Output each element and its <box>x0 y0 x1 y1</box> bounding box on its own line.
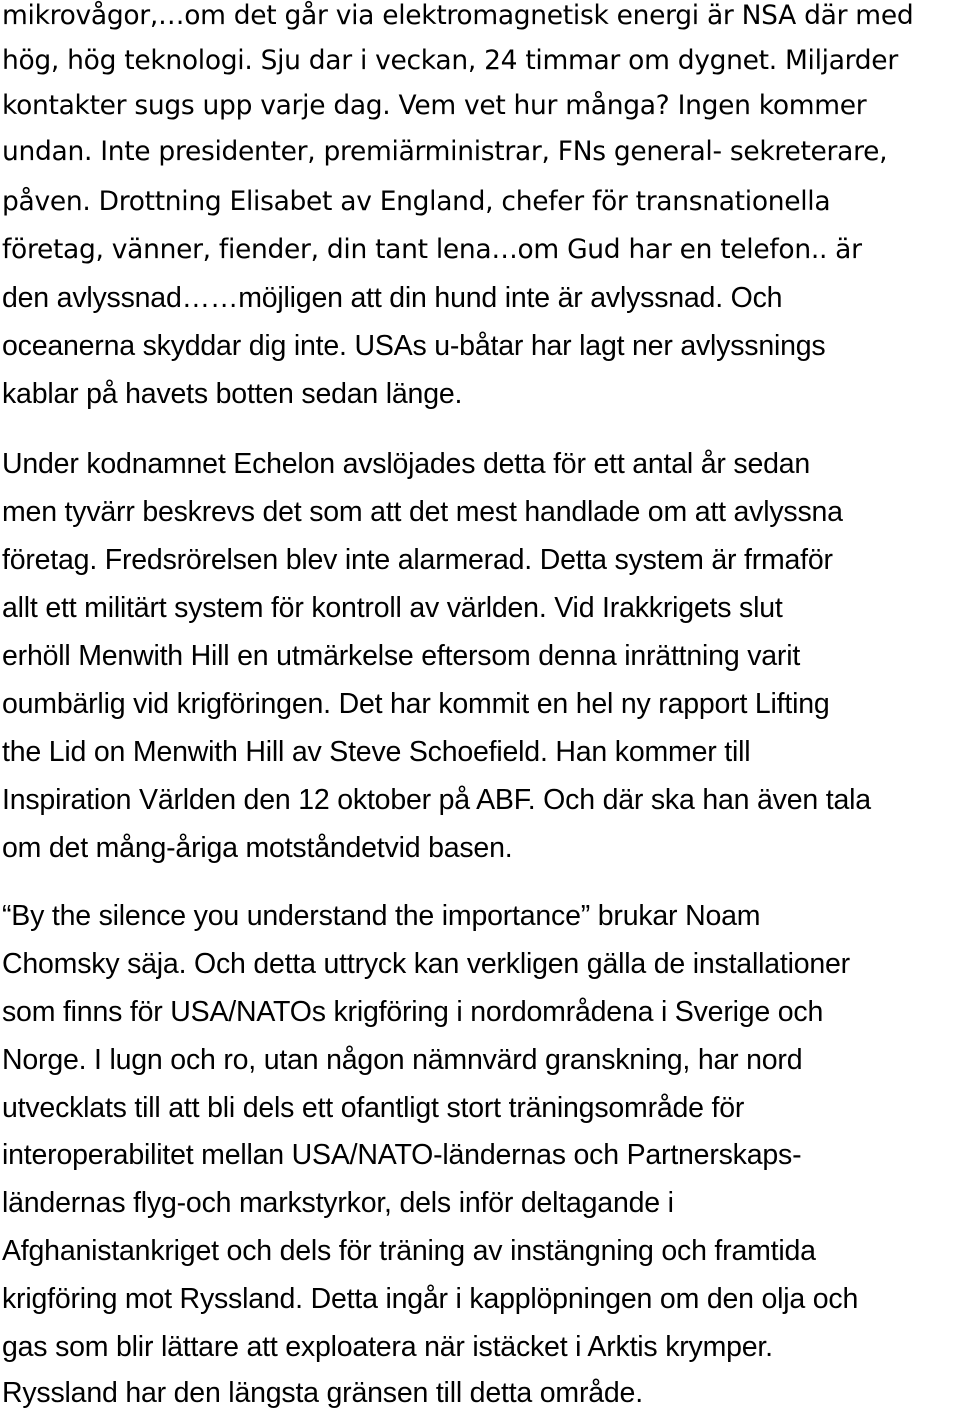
text-line: mikrovågor,…om det går via elektromagnetisk energi är NSA där med <box>2 0 914 31</box>
text-line: Norge. I lugn och ro, utan någon nämnvärd granskning, har nord <box>2 1044 803 1076</box>
text-line: företag, vänner, fiender, din tant lena…om Gud har en telefon.. är <box>2 234 862 265</box>
text-line: “By the silence you understand the importance” brukar Noam <box>2 900 761 932</box>
text-line: undan. Inte presidenter, premiärministrar, FNs general- sekreterare, <box>2 136 888 167</box>
text-line: erhöll Menwith Hill en utmärkelse eftersom denna inrättning varit <box>2 640 801 672</box>
text-line: interoperabilitet mellan USA/NATO-ländernas och Partnerskaps- <box>2 1139 802 1171</box>
text-line: den avlyssnad……möjligen att din hund inte är avlyssnad. Och <box>2 282 783 314</box>
text-line: företag. Fredsrörelsen blev inte alarmerad. Detta system är frmaför <box>2 544 833 576</box>
text-line: Under kodnamnet Echelon avslöjades detta för ett antal år sedan <box>2 448 811 480</box>
text-line: krigföring mot Ryssland. Detta ingår i kapplöpningen om den olja och <box>2 1283 859 1315</box>
text-line: Ryssland har den längsta gränsen till detta område. <box>2 1377 643 1409</box>
text-line: utvecklats till att bli dels ett ofantligt stort träningsområde för <box>2 1092 745 1124</box>
text-line: oumbärlig vid krigföringen. Det har kommit en hel ny rapport Lifting <box>2 688 830 720</box>
text-line: gas som blir lättare att exploatera när istäcket i Arktis krymper. <box>2 1331 773 1363</box>
text-line: kontakter sugs upp varje dag. Vem vet hur många? Ingen kommer <box>2 90 867 121</box>
text-line: Inspiration Världen den 12 oktober på ABF. Och där ska han även tala <box>2 784 871 816</box>
text-line: som finns för USA/NATOs krigföring i nordområdena i Sverige och <box>2 996 824 1028</box>
text-line: hög, hög teknologi. Sju dar i veckan, 24 timmar om dygnet. Miljarder <box>2 45 898 76</box>
text-line: ländernas flyg-och markstyrkor, dels inför deltagande i <box>2 1187 674 1219</box>
text-line: allt ett militärt system för kontroll av världen. Vid Irakkrigets slut <box>2 592 783 624</box>
text-line: the Lid on Menwith Hill av Steve Schoefield. Han kommer till <box>2 736 751 768</box>
text-line: Afghanistankriget och dels för träning av instängning och framtida <box>2 1235 816 1267</box>
text-line: om det mång-åriga motståndetvid basen. <box>2 832 513 864</box>
text-line: påven. Drottning Elisabet av England, chefer för transnationella <box>2 186 831 217</box>
text-line: men tyvärr beskrevs det som att det mest handlade om att avlyssna <box>2 496 843 528</box>
text-line: Chomsky säja. Och detta uttryck kan verkligen gälla de installationer <box>2 948 850 980</box>
text-line: kablar på havets botten sedan länge. <box>2 378 463 410</box>
text-line: oceanerna skyddar dig inte. USAs u-båtar har lagt ner avlyssnings <box>2 330 826 362</box>
